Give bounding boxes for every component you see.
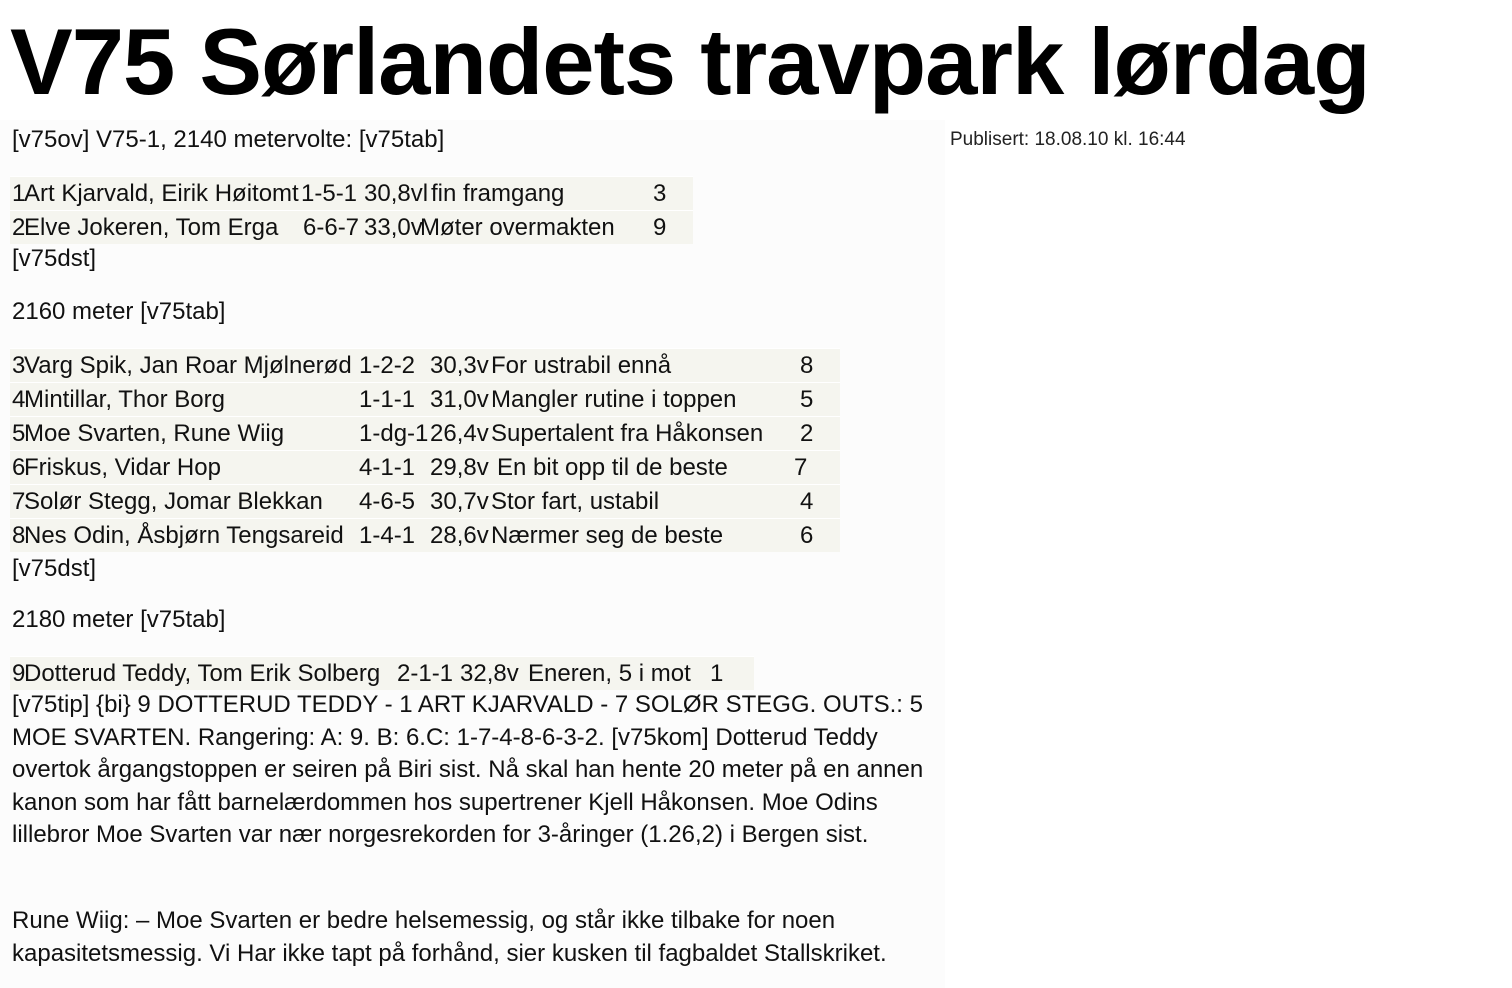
article-body [0,120,945,988]
horse-driver: Friskus, Vidar Hop [24,454,221,481]
record-time: 26,4v [430,420,489,447]
table-row [10,450,840,484]
comment: Møter overmakten [420,214,615,241]
horse-driver: Elve Jokeren, Tom Erga [24,214,279,241]
race2-table [10,348,840,552]
record-time: 31,0v [430,386,489,413]
race3-heading: 2180 meter [v75tab] [12,606,226,633]
form: 1-4-1 [359,522,416,549]
record-time: 28,6v [430,522,489,549]
ranking: 3 [653,180,667,207]
horse-driver: Solør Stegg, Jomar Blekkan [24,488,323,515]
ranking: 2 [800,420,814,447]
ranking: 8 [800,352,814,379]
table-row [10,416,840,450]
start-number: 3 [12,352,26,379]
published-timestamp: Publisert: 18.08.10 kl. 16:44 [950,129,1186,150]
table-row [10,484,840,518]
form: 1-dg-1 [359,420,429,447]
quote-paragraph: Rune Wiig: – Moe Svarten er bedre helsemessig, og står ikke tilbake for noen kapasitetsmessig. Vi Har ikke tapt på forhånd, sier kusken til fagbaldet Stallskriket. [12,907,887,967]
start-number: 7 [12,488,26,515]
comment: Nærmer seg de beste [491,522,724,549]
start-number: 2 [12,214,26,241]
race1-end-tag: [v75dst] [12,245,97,272]
form: 1-2-2 [359,352,416,379]
start-number: 5 [12,420,26,447]
record-time: 30,3v [430,352,489,379]
comment: Mangler rutine i toppen [491,386,737,413]
comment: Stor fart, ustabil [491,488,660,515]
table-row [10,518,840,552]
start-number: 6 [12,454,26,481]
comment: fin framgang [431,180,565,207]
horse-driver: Dotterud Teddy, Tom Erik Solberg [24,660,381,687]
race2-heading: 2160 meter [v75tab] [12,298,226,325]
form: 6-6-7 [303,214,360,241]
comment: For ustrabil ennå [491,352,672,379]
horse-driver: Art Kjarvald, Eirik Høitomt [24,180,299,207]
ranking: 5 [800,386,814,413]
start-number: 8 [12,522,26,549]
table-row [10,656,754,690]
race1-table [10,176,693,244]
form: 2-1-1 [397,660,454,687]
form: 4-1-1 [359,454,416,481]
ranking: 7 [794,454,808,481]
horse-driver: Nes Odin, Åsbjørn Tengsareid [24,522,344,549]
start-number: 9 [12,660,26,687]
ranking: 6 [800,522,814,549]
table-row [10,348,840,382]
race1-heading: [v75ov] V75-1, 2140 metervolte: [v75tab] [12,126,445,153]
record-time: 32,8v [460,660,519,687]
table-row [10,210,693,244]
start-number: 1 [12,180,26,207]
form: 1-5-1 [301,180,358,207]
form: 4-6-5 [359,488,416,515]
form: 1-1-1 [359,386,416,413]
record-time: 33,0v [364,214,423,241]
horse-driver: Varg Spik, Jan Roar Mjølnerød [24,352,352,379]
ranking: 4 [800,488,814,515]
ranking: 9 [653,214,667,241]
ranking: 1 [710,660,724,687]
table-row [10,382,840,416]
race3-table [10,656,754,690]
horse-driver: Moe Svarten, Rune Wiig [24,420,285,447]
record-time: 30,8vl [364,180,429,207]
page-title: V75 Sørlandets travpark lørdag [10,9,1370,114]
comment: En bit opp til de beste [497,454,728,481]
horse-driver: Mintillar, Thor Borg [24,386,225,413]
start-number: 4 [12,386,26,413]
race2-end-tag: [v75dst] [12,555,97,582]
record-time: 29,8v [430,454,489,481]
comment: Eneren, 5 i mot [528,660,691,687]
record-time: 30,7v [430,488,489,515]
comment: Supertalent fra Håkonsen [491,420,764,447]
table-row [10,176,693,210]
tips-and-comment-paragraph: [v75tip] {bi} 9 DOTTERUD TEDDY - 1 ART KJARVALD - 7 SOLØR STEGG. OUTS.: 5 MOE SVARTEN. Rangering: A: 9. B: 6.C: 1-7-4-8-6-3-2. [v75kom] Dotterud Teddy overtok årgangstoppen er seiren på Biri sist. Nå skal han hente 20 meter på en annen kanon som har fått barnelærdommen hos supertrener Kjell Håkonsen. Moe Odins lillebror Moe Svarten var nær norgesrekorden for 3-åringer (1.26,2) i Bergen sist. [12,691,924,848]
